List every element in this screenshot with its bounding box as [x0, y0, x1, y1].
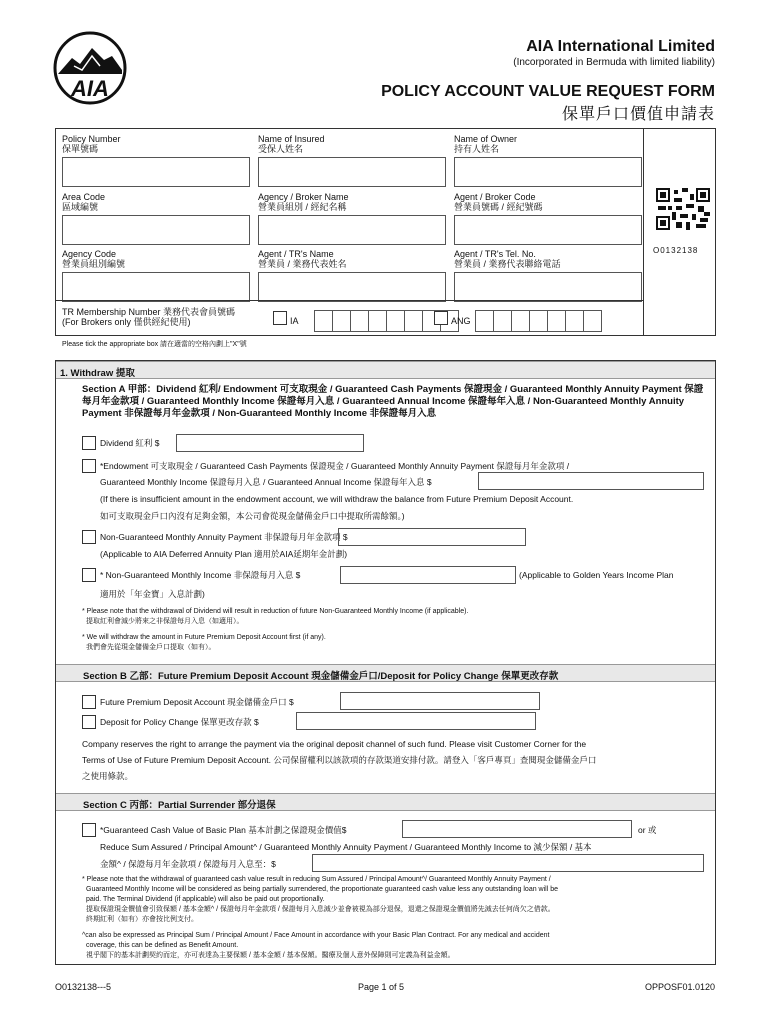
dividend-label: Dividend 紅利 $	[100, 438, 160, 448]
dividend-note-zh: 提取紅利會減少將來之非保證每月入息（如適用）。	[86, 618, 244, 625]
footer-doc-id: O0132138---5	[55, 982, 112, 992]
section-c-title: Section C 丙部：Partial Surrender 部分退保	[56, 793, 715, 811]
ia-label: IA	[290, 316, 299, 326]
principal-note-2: coverage, this can be defined as Benefit Amount.	[86, 942, 239, 949]
ngmi-amount-field[interactable]	[340, 566, 516, 584]
section1-title: 1. Withdraw 提取	[56, 361, 715, 379]
withdraw-note-en: * We will withdraw the amount in Future Premium Deposit Account first (if any).	[82, 634, 326, 641]
agency-code-label: Agency Code	[62, 249, 117, 259]
section-a-title: Section A 甲部：Dividend 紅利/ Endowment 可支取現金 / Guaranteed Cash Payments 保證現金 / Guaranteed Monthly Annuity Payment 保證每月年金款項 / Guaranteed Monthly Income 保證每月入息 / Guaranteed Annual Income 保證每年入息 / Non-Guaranteed Monthly Annuity Payment 非保證每月年金款項 / Non-Guaranteed Monthly Income 非保證每月入息	[82, 384, 704, 419]
agent-tel-label: Agent / TR's Tel. No.	[454, 249, 536, 259]
ang-number-cells[interactable]	[475, 310, 602, 332]
company-subtitle: (Incorporated in Bermuda with limited liability)	[513, 57, 715, 68]
agency-name-label-zh: 營業員組別 / 經紀名稱	[258, 202, 347, 212]
name-insured-label-zh: 受保人姓名	[258, 144, 304, 154]
endowment-label-2: Guaranteed Monthly Income 保證每月入息 / Guaranteed Annual Income 保證每年入息 $	[100, 477, 432, 487]
dpc-label: Deposit for Policy Change 保單更改存款 $	[100, 717, 259, 727]
tr-membership-sublabel: (For Brokers only 僅供經紀使用)	[62, 317, 191, 327]
surrender-note-5: 終期紅利（如有）亦會按比例支付。	[86, 916, 198, 923]
page-number: Page 1 of 5	[358, 982, 405, 992]
agent-name-label: Agent / TR's Name	[258, 249, 334, 259]
tr-membership-label: TR Membership Number 業務代表會員號碼	[62, 307, 236, 317]
dpc-amount-field[interactable]	[296, 712, 536, 730]
ia-checkbox[interactable]	[273, 311, 287, 325]
company-name: AIA International Limited	[526, 38, 715, 55]
policy-number-label-zh: 保單號碼	[62, 144, 99, 154]
tr-divider	[56, 300, 643, 301]
ngmap-note: (Applicable to AIA Deferred Annuity Plan 適用於AIA延期年金計劃)	[100, 549, 348, 559]
agent-code-label-zh: 營業員號碼 / 經紀號碼	[454, 202, 543, 212]
footer-form-code: OPPOSF01.0120	[644, 982, 715, 992]
agency-code-field[interactable]	[62, 272, 250, 302]
agent-tel-label-zh: 營業員 / 業務代表聯絡電話	[454, 259, 561, 269]
svg-text:AIA: AIA	[71, 76, 109, 101]
gcv-checkbox[interactable]	[82, 823, 96, 837]
principal-note-1: ^can also be expressed as Principal Sum / Principal Amount / Face Amount in accordance with your Basic Plan Contract. For any medical and accident	[82, 932, 550, 939]
name-owner-label-zh: 持有人姓名	[454, 144, 500, 154]
ngmap-label: Non-Guaranteed Monthly Annuity Payment 非保證每月年金款項 $	[100, 532, 348, 542]
gcv-label: *Guaranteed Cash Value of Basic Plan 基本計劃之保證現金價值$	[100, 825, 347, 835]
endowment-note-1: (If there is insufficient amount in the endowment account, we will withdraw the balance from Future Premium Deposit Account.	[100, 494, 574, 504]
surrender-note-4: 提取保證現金價值會引致保額 / 基本金額^ / 保證每月年金款項 / 保證每月入息減少並會被視為部分退保，退還之保證現金價值將先減去任何尚欠之借款。	[86, 906, 555, 913]
policy-number-label: Policy Number	[62, 134, 121, 144]
withdraw-note-zh: 我們會先從現金儲備金戶口提取（如有）。	[86, 644, 216, 651]
ngmap-amount-field[interactable]	[338, 528, 526, 546]
section-b-note-3: 之使用條款。	[82, 771, 134, 781]
fpda-amount-field[interactable]	[340, 692, 540, 710]
surrender-note-2: Guaranteed Monthly Income will be considered as being partially surrendered, the proportionate guaranteed cash value less any outstanding loan will be	[86, 886, 559, 893]
form-title-zh: 保單戶口價值申請表	[561, 106, 715, 123]
ang-checkbox[interactable]	[434, 311, 448, 325]
ngmi-note: 適用於「年金寶」入息計劃)	[100, 589, 205, 599]
section-b-title: Section B 乙部：Future Premium Deposit Account 現金儲備金戶口/Deposit for Policy Change 保單更改存款	[56, 664, 715, 682]
gcv-or: or 或	[638, 825, 657, 835]
name-owner-field[interactable]	[454, 157, 642, 187]
document-code: O0132138	[653, 246, 699, 255]
ngmi-checkbox[interactable]	[82, 568, 96, 582]
agent-name-label-zh: 營業員 / 業務代表姓名	[258, 259, 347, 269]
endowment-label-1: *Endowment 可支取現金 / Guaranteed Cash Payments 保證現金 / Guaranteed Monthly Annuity Payment 保證每月年金款項 /	[100, 461, 570, 471]
fpda-checkbox[interactable]	[82, 695, 96, 709]
agency-code-label-zh: 營業員組別編號	[62, 259, 126, 269]
dividend-amount-field[interactable]	[176, 434, 364, 452]
principal-note-3: 視乎閣下的基本計劃契約而定，亦可表達為主要保額 / 基本金額 / 基本保額。醫療及個人意外保障則可定義為利益金額。	[86, 952, 455, 959]
reduce-label-2: 金額^ / 保證每月年金款項 / 保證每月入息至：$	[100, 859, 276, 869]
endowment-amount-field[interactable]	[478, 472, 704, 490]
form-title: POLICY ACCOUNT VALUE REQUEST FORM	[381, 83, 715, 100]
section-b-note-1: Company reserves the right to arrange the payment via the original deposit channel of such fund. Please visit Customer Corner for the	[82, 739, 587, 749]
area-code-field[interactable]	[62, 215, 250, 245]
ngmi-label: * Non-Guaranteed Monthly Income 非保證每月入息 $	[100, 570, 301, 580]
aia-logo	[52, 30, 128, 108]
policy-number-field[interactable]	[62, 157, 250, 187]
surrender-note-1: * Please note that the withdrawal of guaranteed cash value result in reducing Sum Assured / Principal Amount^/ Guaranteed Monthly Annuity Payment /	[82, 876, 551, 883]
ang-label: ANG	[451, 316, 471, 326]
section-b-note-2: Terms of Use of Future Premium Deposit Account. 公司保留權利以該款項的存款渠道安排付款。請登入「客戶專頁」查閱現金儲備金戶口	[82, 755, 597, 765]
name-insured-field[interactable]	[258, 157, 446, 187]
qr-divider	[643, 128, 644, 336]
area-code-label-zh: 區域編號	[62, 202, 99, 212]
name-insured-label: Name of Insured	[258, 134, 325, 144]
agent-code-label: Agent / Broker Code	[454, 192, 536, 202]
gcv-amount-field[interactable]	[402, 820, 632, 838]
agent-code-field[interactable]	[454, 215, 642, 245]
dpc-checkbox[interactable]	[82, 715, 96, 729]
tick-instruction: Please tick the appropriate box 請在適當的空格內劃上"X"號	[62, 341, 247, 348]
dividend-checkbox[interactable]	[82, 436, 96, 450]
reduce-label-1: Reduce Sum Assured / Principal Amount^ / Guaranteed Monthly Annuity Payment / Guaranteed Monthly Income to 減少保額 / 基本	[100, 842, 592, 852]
area-code-label: Area Code	[62, 192, 106, 202]
endowment-note-2: 如可支取現金戶口內沒有足夠金額，本公司會從現金儲備金戶口中提取所需餘額。)	[100, 511, 405, 521]
agency-name-label: Agency / Broker Name	[258, 192, 349, 202]
endowment-checkbox[interactable]	[82, 459, 96, 473]
agent-name-field[interactable]	[258, 272, 446, 302]
dividend-note-en: * Please note that the withdrawal of Dividend will result in reduction of future Non-Guaranteed Monthly Income (if applicable).	[82, 608, 469, 615]
reduce-amount-field[interactable]	[312, 854, 704, 872]
agent-tel-field[interactable]	[454, 272, 642, 302]
surrender-note-3: paid. The Terminal Dividend (if applicable) will also be paid out proportionally.	[86, 896, 325, 903]
agency-name-field[interactable]	[258, 215, 446, 245]
ngmap-checkbox[interactable]	[82, 530, 96, 544]
fpda-label: Future Premium Deposit Account 現金儲備金戶口 $	[100, 697, 294, 707]
name-owner-label: Name of Owner	[454, 134, 518, 144]
ngmi-applicable: (Applicable to Golden Years Income Plan	[519, 570, 674, 580]
qr-code-icon	[656, 188, 710, 230]
